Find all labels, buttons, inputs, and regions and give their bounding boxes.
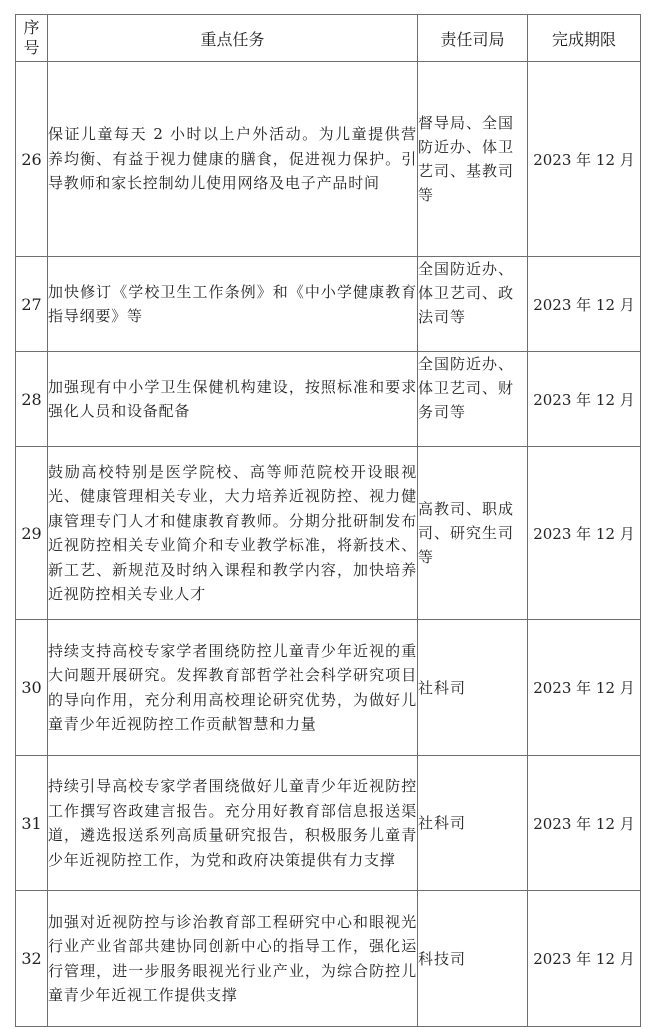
table-row — [16, 352, 641, 447]
row-dept: 全国防近办、体卫艺司、财务司等 — [418, 352, 528, 447]
row-dept: 社科司 — [418, 620, 528, 756]
header-dept: 责任司局 — [418, 15, 528, 62]
row-dept: 全国防近办、体卫艺司、政法司等 — [418, 257, 528, 352]
row-task: 持续支持高校专家学者围绕防控儿童青少年近视的重大问题开展研究。发挥教育部哲学社会科学研究项目的导向作用，充分利用高校理论研究优势，为做好儿童青少年近视防控工作贡献智慧和力量 — [48, 620, 418, 756]
row-no: 26 — [16, 62, 48, 257]
key-tasks-table — [15, 14, 641, 1027]
row-no: 32 — [16, 891, 48, 1027]
header-task: 重点任务 — [48, 15, 418, 62]
table-row — [16, 891, 641, 1027]
row-dept: 科技司 — [418, 891, 528, 1027]
row-deadline: 2023 年 12 月 — [528, 756, 641, 891]
table-row — [16, 62, 641, 257]
header-deadline: 完成期限 — [528, 15, 641, 62]
row-deadline: 2023 年 12 月 — [528, 620, 641, 756]
row-deadline: 2023 年 12 月 — [528, 62, 641, 257]
table-row — [16, 756, 641, 891]
row-deadline: 2023 年 12 月 — [528, 447, 641, 620]
row-no: 29 — [16, 447, 48, 620]
row-deadline: 2023 年 12 月 — [528, 352, 641, 447]
row-task: 鼓励高校特别是医学院校、高等师范院校开设眼视光、健康管理相关专业，大力培养近视防控、视力健康管理专门人才和健康教育教师。分期分批研制发布近视防控相关专业简介和专业教学标准，将新技术、新工艺、新规范及时纳入课程和教学内容，加快培养近视防控相关专业人才 — [48, 447, 418, 620]
row-no: 28 — [16, 352, 48, 447]
table-row — [16, 620, 641, 756]
row-no: 27 — [16, 257, 48, 352]
row-task: 加强现有中小学卫生保健机构建设，按照标准和要求强化人员和设备配备 — [48, 352, 418, 447]
row-dept: 督导局、全国防近办、体卫艺司、基教司等 — [418, 62, 528, 257]
row-task: 持续引导高校专家学者围绕做好儿童青少年近视防控工作撰写咨政建言报告。充分用好教育部信息报送渠道，遴选报送系列高质量研究报告，积极服务儿童青少年近视防控工作，为党和政府决策提供有力支撑 — [48, 756, 418, 891]
header-row — [16, 15, 641, 62]
row-task: 保证儿童每天 2 小时以上户外活动。为儿童提供营养均衡、有益于视力健康的膳食，促进视力保护。引导教师和家长控制幼儿使用网络及电子产品时间 — [48, 62, 418, 257]
row-dept: 高教司、职成司、研究生司等 — [418, 447, 528, 620]
row-task: 加快修订《学校卫生工作条例》和《中小学健康教育指导纲要》等 — [48, 257, 418, 352]
row-no: 30 — [16, 620, 48, 756]
row-dept: 社科司 — [418, 756, 528, 891]
header-no: 序 号 — [16, 15, 48, 62]
table-row — [16, 257, 641, 352]
row-deadline: 2023 年 12 月 — [528, 257, 641, 352]
row-task: 加强对近视防控与诊治教育部工程研究中心和眼视光行业产业省部共建协同创新中心的指导工作，强化运行管理，进一步服务眼视光行业产业，为综合防控儿童青少年近视工作提供支撑 — [48, 891, 418, 1027]
table-row — [16, 447, 641, 620]
row-deadline: 2023 年 12 月 — [528, 891, 641, 1027]
row-no: 31 — [16, 756, 48, 891]
